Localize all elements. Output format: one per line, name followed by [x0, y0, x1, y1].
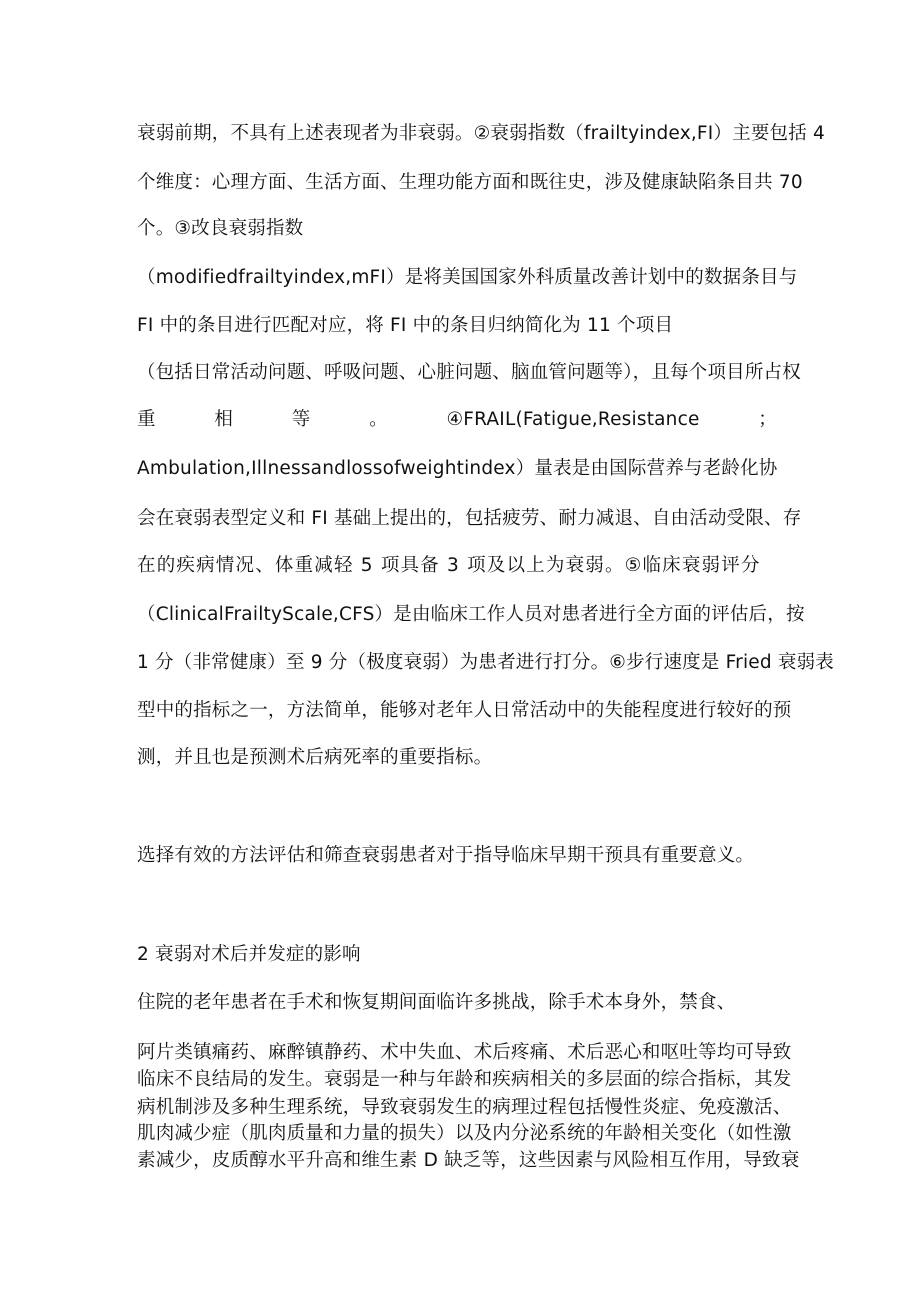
paragraph-4-line-1: 阿片类镇痛药、麻醉镇静药、术中失血、术后疼痛、术后恶心和呕吐等均可导致 — [137, 1042, 792, 1063]
justified-word: 重 — [137, 409, 156, 430]
paragraph-1-line-12: 1 分（非常健康）至 9 分（极度衰弱）为患者进行打分。⑥步行速度是 Fried 衰弱表 — [137, 652, 834, 673]
paragraph-1-line-10: 在的疾病情况、体重减轻 5 项具备 3 项及以上为衰弱。⑤临床衰弱评分 — [137, 555, 761, 576]
paragraph-1-line-3: 个。③改良衰弱指数 — [137, 218, 304, 239]
paragraph-1-line-2: 个维度：心理方面、生活方面、生理功能方面和既往史，涉及健康缺陷条目共 70 — [137, 172, 803, 193]
paragraph-4-line-5: 素减少，皮质醇水平升高和维生素 D 缺乏等，这些因素与风险相互作用，导致衰 — [137, 1150, 800, 1171]
paragraph-1-line-6: （包括日常活动问题、呼吸问题、心脏问题、脑血管问题等），且每个项目所占权 — [137, 362, 801, 383]
justified-word: 相 — [214, 409, 234, 430]
justified-word: ④FRAIL(Fatigue,Resistance — [446, 409, 700, 430]
justified-word: 。 — [369, 409, 388, 430]
paragraph-1-line-8: Ambulation,Illnessandlossofweightindex）量表是由国际营养与老龄化协 — [137, 458, 778, 479]
section-heading: 2 衰弱对术后并发症的影响 — [137, 944, 361, 965]
paragraph-4-line-3: 病机制涉及多种生理系统，导致衰弱发生的病理过程包括慢性炎症、免疫激活、 — [137, 1097, 792, 1118]
paragraph-3: 住院的老年患者在手术和恢复期间面临许多挑战，除手术本身外，禁食、 — [137, 992, 736, 1013]
paragraph-1-line-11: （ClinicalFrailtyScale,CFS）是由临床工作人员对患者进行全方面的评估后，按 — [137, 604, 805, 625]
justified-word: ； — [758, 409, 777, 430]
paragraph-1-line-1: 衰弱前期，不具有上述表现者为非衰弱。②衰弱指数（frailtyindex,FI）主要包括 4 — [137, 123, 825, 144]
paragraph-4-line-4: 肌肉减少症（肌肉质量和力量的损失）以及内分泌系统的年龄相关变化（如性激 — [137, 1123, 792, 1144]
paragraph-1-line-4: （modifiedfrailtyindex,mFI）是将美国国家外科质量改善计划中的数据条目与 — [137, 267, 798, 288]
paragraph-2: 选择有效的方法评估和筛查衰弱患者对于指导临床早期干预具有重要意义。 — [137, 845, 755, 866]
paragraph-1-line-13: 型中的指标之一，方法简单，能够对老年人日常活动中的失能程度进行较好的预 — [137, 700, 792, 721]
paragraph-1-line-7 — [137, 408, 777, 432]
paragraph-1-line-9: 会在衰弱表型定义和 FI 基础上提出的，包括疲劳、耐力减退、自由活动受限、存 — [137, 508, 802, 529]
paragraph-4-line-2: 临床不良结局的发生。衰弱是一种与年龄和疾病相关的多层面的综合指标，其发 — [137, 1069, 792, 1090]
justified-word: 等 — [291, 409, 311, 430]
paragraph-1-line-14: 测，并且也是预测术后病死率的重要指标。 — [137, 747, 493, 768]
paragraph-1-line-5: FI 中的条目进行匹配对应，将 FI 中的条目归纳简化为 11 个项目 — [137, 315, 674, 336]
